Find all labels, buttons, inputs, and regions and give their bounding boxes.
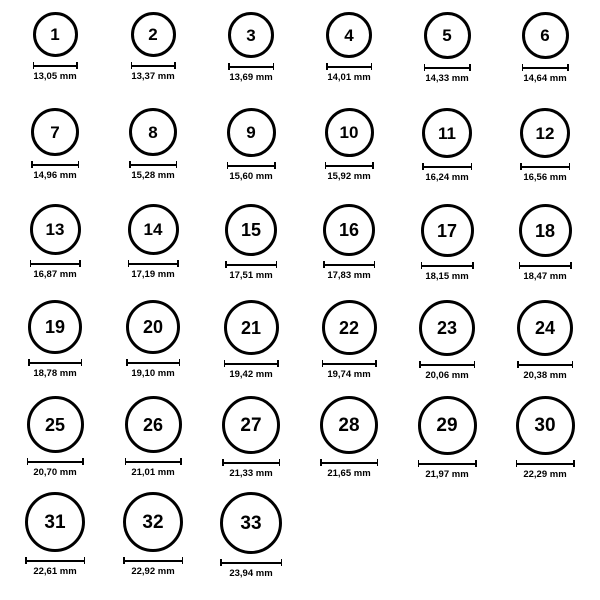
ring-diameter-label: 15,28 mm [131, 170, 175, 181]
ring-circle [419, 300, 475, 356]
ring-cell[interactable] [398, 106, 496, 202]
ring-diameter-label: 19,42 mm [229, 369, 273, 380]
dimension-annotation [326, 63, 372, 83]
ring-circle [125, 396, 182, 453]
ring-size-label: 26 [142, 414, 164, 435]
ring-diameter-label: 17,19 mm [131, 269, 175, 280]
ring-diameter-label: 21,97 mm [425, 469, 469, 480]
ring-diameter-label: 23,94 mm [229, 568, 273, 579]
dimension-annotation [28, 359, 82, 379]
ring-cell[interactable] [398, 10, 496, 106]
ring-circle [126, 300, 180, 354]
ring-cell[interactable] [104, 298, 202, 394]
ring-diameter-label: 19,10 mm [131, 368, 175, 379]
dimension-bar-icon [129, 161, 177, 168]
ring-circle [522, 12, 569, 59]
ring-diameter-label: 22,92 mm [131, 566, 175, 577]
ring-grid [6, 10, 594, 586]
ring-size-label: 2 [148, 25, 158, 44]
ring-diameter-label: 16,56 mm [523, 172, 567, 183]
ring-cell[interactable] [202, 10, 300, 106]
dimension-annotation [222, 459, 280, 479]
ring-size-label: 7 [50, 122, 60, 142]
ring-circle [320, 396, 378, 454]
ring-circle [421, 204, 474, 257]
ring-diameter-label: 21,01 mm [131, 467, 175, 478]
dimension-bar-icon [25, 557, 85, 564]
ring-diameter-label: 18,15 mm [425, 271, 469, 282]
dimension-annotation [129, 161, 177, 181]
dimension-annotation [516, 460, 575, 480]
dimension-annotation [227, 162, 276, 182]
dimension-bar-icon [33, 62, 78, 69]
ring-cell[interactable] [300, 106, 398, 202]
ring-diameter-label: 17,83 mm [327, 270, 371, 281]
dimension-bar-icon [131, 62, 176, 69]
ring-cell[interactable] [6, 202, 104, 298]
ring-circle [224, 300, 279, 355]
ring-diameter-label: 16,24 mm [425, 172, 469, 183]
ring-circle [418, 396, 477, 455]
ring-circle [322, 300, 377, 355]
ring-cell[interactable] [202, 106, 300, 202]
ring-circle [128, 204, 179, 255]
ring-cell[interactable] [496, 10, 594, 106]
ring-circle [123, 492, 183, 552]
ring-cell[interactable] [496, 394, 594, 490]
ring-size-label: 14 [143, 220, 163, 239]
ring-diameter-label: 14,01 mm [327, 72, 371, 83]
dimension-annotation [33, 62, 78, 82]
ring-diameter-label: 22,29 mm [523, 469, 567, 480]
ring-cell[interactable] [300, 394, 398, 490]
dimension-annotation [224, 360, 279, 380]
ring-size-label: 30 [534, 415, 556, 436]
ring-diameter-label: 21,65 mm [327, 468, 371, 479]
ring-cell[interactable] [104, 490, 202, 586]
dimension-bar-icon [520, 163, 570, 170]
dimension-annotation [220, 559, 282, 579]
ring-cell[interactable] [496, 298, 594, 394]
ring-circle [228, 12, 274, 58]
ring-size-label: 33 [240, 512, 262, 534]
ring-circle [220, 492, 282, 554]
ring-circle [25, 492, 85, 552]
ring-size-label: 18 [534, 220, 556, 241]
dimension-annotation [519, 262, 572, 282]
ring-diameter-label: 18,78 mm [33, 368, 77, 379]
ring-size-label: 27 [240, 414, 262, 436]
dimension-annotation [131, 62, 176, 82]
dimension-annotation [123, 557, 183, 577]
dimension-annotation [517, 361, 573, 381]
ring-cell[interactable] [398, 202, 496, 298]
dimension-bar-icon [228, 63, 274, 70]
dimension-annotation [126, 359, 180, 379]
dimension-bar-icon [516, 460, 575, 467]
ring-cell[interactable] [202, 298, 300, 394]
ring-size-label: 1 [50, 25, 60, 44]
ring-cell[interactable] [104, 106, 202, 202]
ring-cell[interactable] [496, 202, 594, 298]
ring-size-label: 5 [442, 26, 452, 45]
ring-diameter-label: 21,33 mm [229, 468, 273, 479]
ring-cell[interactable] [202, 202, 300, 298]
dimension-annotation [27, 458, 84, 478]
ring-cell[interactable] [202, 394, 300, 490]
dimension-bar-icon [326, 63, 372, 70]
ring-cell[interactable] [300, 298, 398, 394]
ring-size-label: 3 [246, 25, 256, 45]
ring-cell[interactable] [300, 202, 398, 298]
ring-diameter-label: 15,92 mm [327, 171, 371, 182]
dimension-bar-icon [519, 262, 572, 269]
ring-circle [516, 396, 575, 455]
dimension-annotation [323, 261, 375, 281]
ring-diameter-label: 13,05 mm [33, 71, 77, 82]
dimension-bar-icon [27, 458, 84, 465]
ring-diameter-label: 16,87 mm [33, 269, 77, 280]
ring-size-label: 8 [148, 122, 158, 142]
dimension-bar-icon [128, 260, 179, 267]
ring-circle [222, 396, 280, 454]
ring-cell[interactable] [6, 10, 104, 106]
dimension-bar-icon [322, 360, 377, 367]
dimension-annotation [322, 360, 377, 380]
ring-size-label: 24 [534, 318, 556, 338]
ring-size-label: 15 [240, 220, 262, 240]
dimension-bar-icon [225, 261, 277, 268]
dimension-bar-icon [31, 161, 79, 168]
dimension-bar-icon [424, 64, 471, 71]
ring-circle [520, 108, 570, 158]
ring-diameter-label: 20,38 mm [523, 370, 567, 381]
ring-cell[interactable] [6, 394, 104, 490]
dimension-bar-icon [422, 163, 472, 170]
ring-size-label: 11 [438, 123, 456, 143]
ring-circle [326, 12, 372, 58]
ring-size-label: 22 [338, 317, 360, 338]
ring-size-label: 19 [44, 317, 66, 337]
ring-diameter-label: 15,60 mm [229, 171, 273, 182]
dimension-bar-icon [323, 261, 375, 268]
ring-cell[interactable] [6, 490, 104, 586]
ring-circle [33, 12, 78, 57]
ring-size-label: 10 [339, 123, 359, 142]
dimension-annotation [320, 459, 378, 479]
ring-circle [30, 204, 81, 255]
ring-diameter-label: 19,74 mm [327, 369, 371, 380]
ring-diameter-label: 17,51 mm [229, 270, 273, 281]
ring-cell[interactable] [104, 10, 202, 106]
ring-size-label: 12 [535, 123, 555, 143]
ring-diameter-label: 13,37 mm [131, 71, 175, 82]
dimension-bar-icon [125, 458, 182, 465]
dimension-bar-icon [220, 559, 282, 566]
ring-circle [31, 108, 79, 156]
dimension-annotation [418, 460, 477, 480]
ring-size-label: 6 [540, 26, 550, 45]
ring-cell[interactable] [300, 10, 398, 106]
ring-size-label: 13 [45, 220, 65, 239]
ring-circle [225, 204, 277, 256]
dimension-bar-icon [419, 361, 475, 368]
ring-circle [517, 300, 573, 356]
dimension-annotation [31, 161, 79, 181]
ring-size-label: 31 [44, 511, 66, 533]
ring-cell[interactable] [6, 106, 104, 202]
ring-cell[interactable] [6, 298, 104, 394]
ring-diameter-label: 22,61 mm [33, 566, 77, 577]
ring-size-label: 25 [44, 414, 66, 435]
ring-circle [519, 204, 572, 257]
ring-circle [27, 396, 84, 453]
ring-diameter-label: 18,47 mm [523, 271, 567, 282]
dimension-annotation [228, 63, 274, 83]
dimension-annotation [30, 260, 81, 280]
ring-circle [227, 108, 276, 157]
dimension-bar-icon [325, 162, 374, 169]
dimension-annotation [325, 162, 374, 182]
ring-circle [129, 108, 177, 156]
ring-cell[interactable] [496, 106, 594, 202]
dimension-bar-icon [126, 359, 180, 366]
ring-size-label: 4 [344, 25, 354, 45]
dimension-bar-icon [522, 64, 569, 71]
dimension-annotation [125, 458, 182, 478]
ring-size-label: 9 [246, 123, 256, 142]
dimension-annotation [128, 260, 179, 280]
ring-diameter-label: 14,33 mm [425, 73, 469, 84]
ring-size-label: 23 [436, 318, 458, 338]
dimension-bar-icon [421, 262, 474, 269]
dimension-bar-icon [30, 260, 81, 267]
ring-size-label: 29 [436, 415, 458, 436]
ring-circle [323, 204, 375, 256]
ring-cell[interactable] [104, 394, 202, 490]
ring-size-label: 32 [142, 511, 164, 533]
ring-diameter-label: 14,64 mm [523, 73, 567, 84]
dimension-bar-icon [28, 359, 82, 366]
ring-circle [325, 108, 374, 157]
dimension-annotation [422, 163, 472, 183]
ring-size-label: 20 [142, 317, 164, 337]
ring-cell[interactable] [398, 394, 496, 490]
dimension-annotation [25, 557, 85, 577]
ring-circle [28, 300, 82, 354]
dimension-bar-icon [418, 460, 477, 467]
ring-size-label: 28 [338, 414, 360, 436]
ring-size-label: 17 [436, 220, 458, 241]
dimension-annotation [419, 361, 475, 381]
ring-cell[interactable] [104, 202, 202, 298]
dimension-annotation [424, 64, 471, 84]
dimension-bar-icon [517, 361, 573, 368]
ring-circle [422, 108, 472, 158]
ring-diameter-label: 13,69 mm [229, 72, 273, 83]
dimension-bar-icon [224, 360, 279, 367]
ring-diameter-label: 14,96 mm [33, 170, 77, 181]
ring-cell[interactable] [398, 298, 496, 394]
dimension-annotation [225, 261, 277, 281]
ring-circle [424, 12, 471, 59]
ring-size-label: 16 [338, 220, 360, 240]
dimension-bar-icon [123, 557, 183, 564]
dimension-annotation [520, 163, 570, 183]
dimension-bar-icon [320, 459, 378, 466]
ring-cell[interactable] [202, 490, 300, 586]
ring-diameter-label: 20,06 mm [425, 370, 469, 381]
ring-size-label: 21 [240, 317, 262, 338]
dimension-annotation [421, 262, 474, 282]
dimension-bar-icon [227, 162, 276, 169]
ring-circle [131, 12, 176, 57]
ring-diameter-label: 20,70 mm [33, 467, 77, 478]
dimension-annotation [522, 64, 569, 84]
dimension-bar-icon [222, 459, 280, 466]
